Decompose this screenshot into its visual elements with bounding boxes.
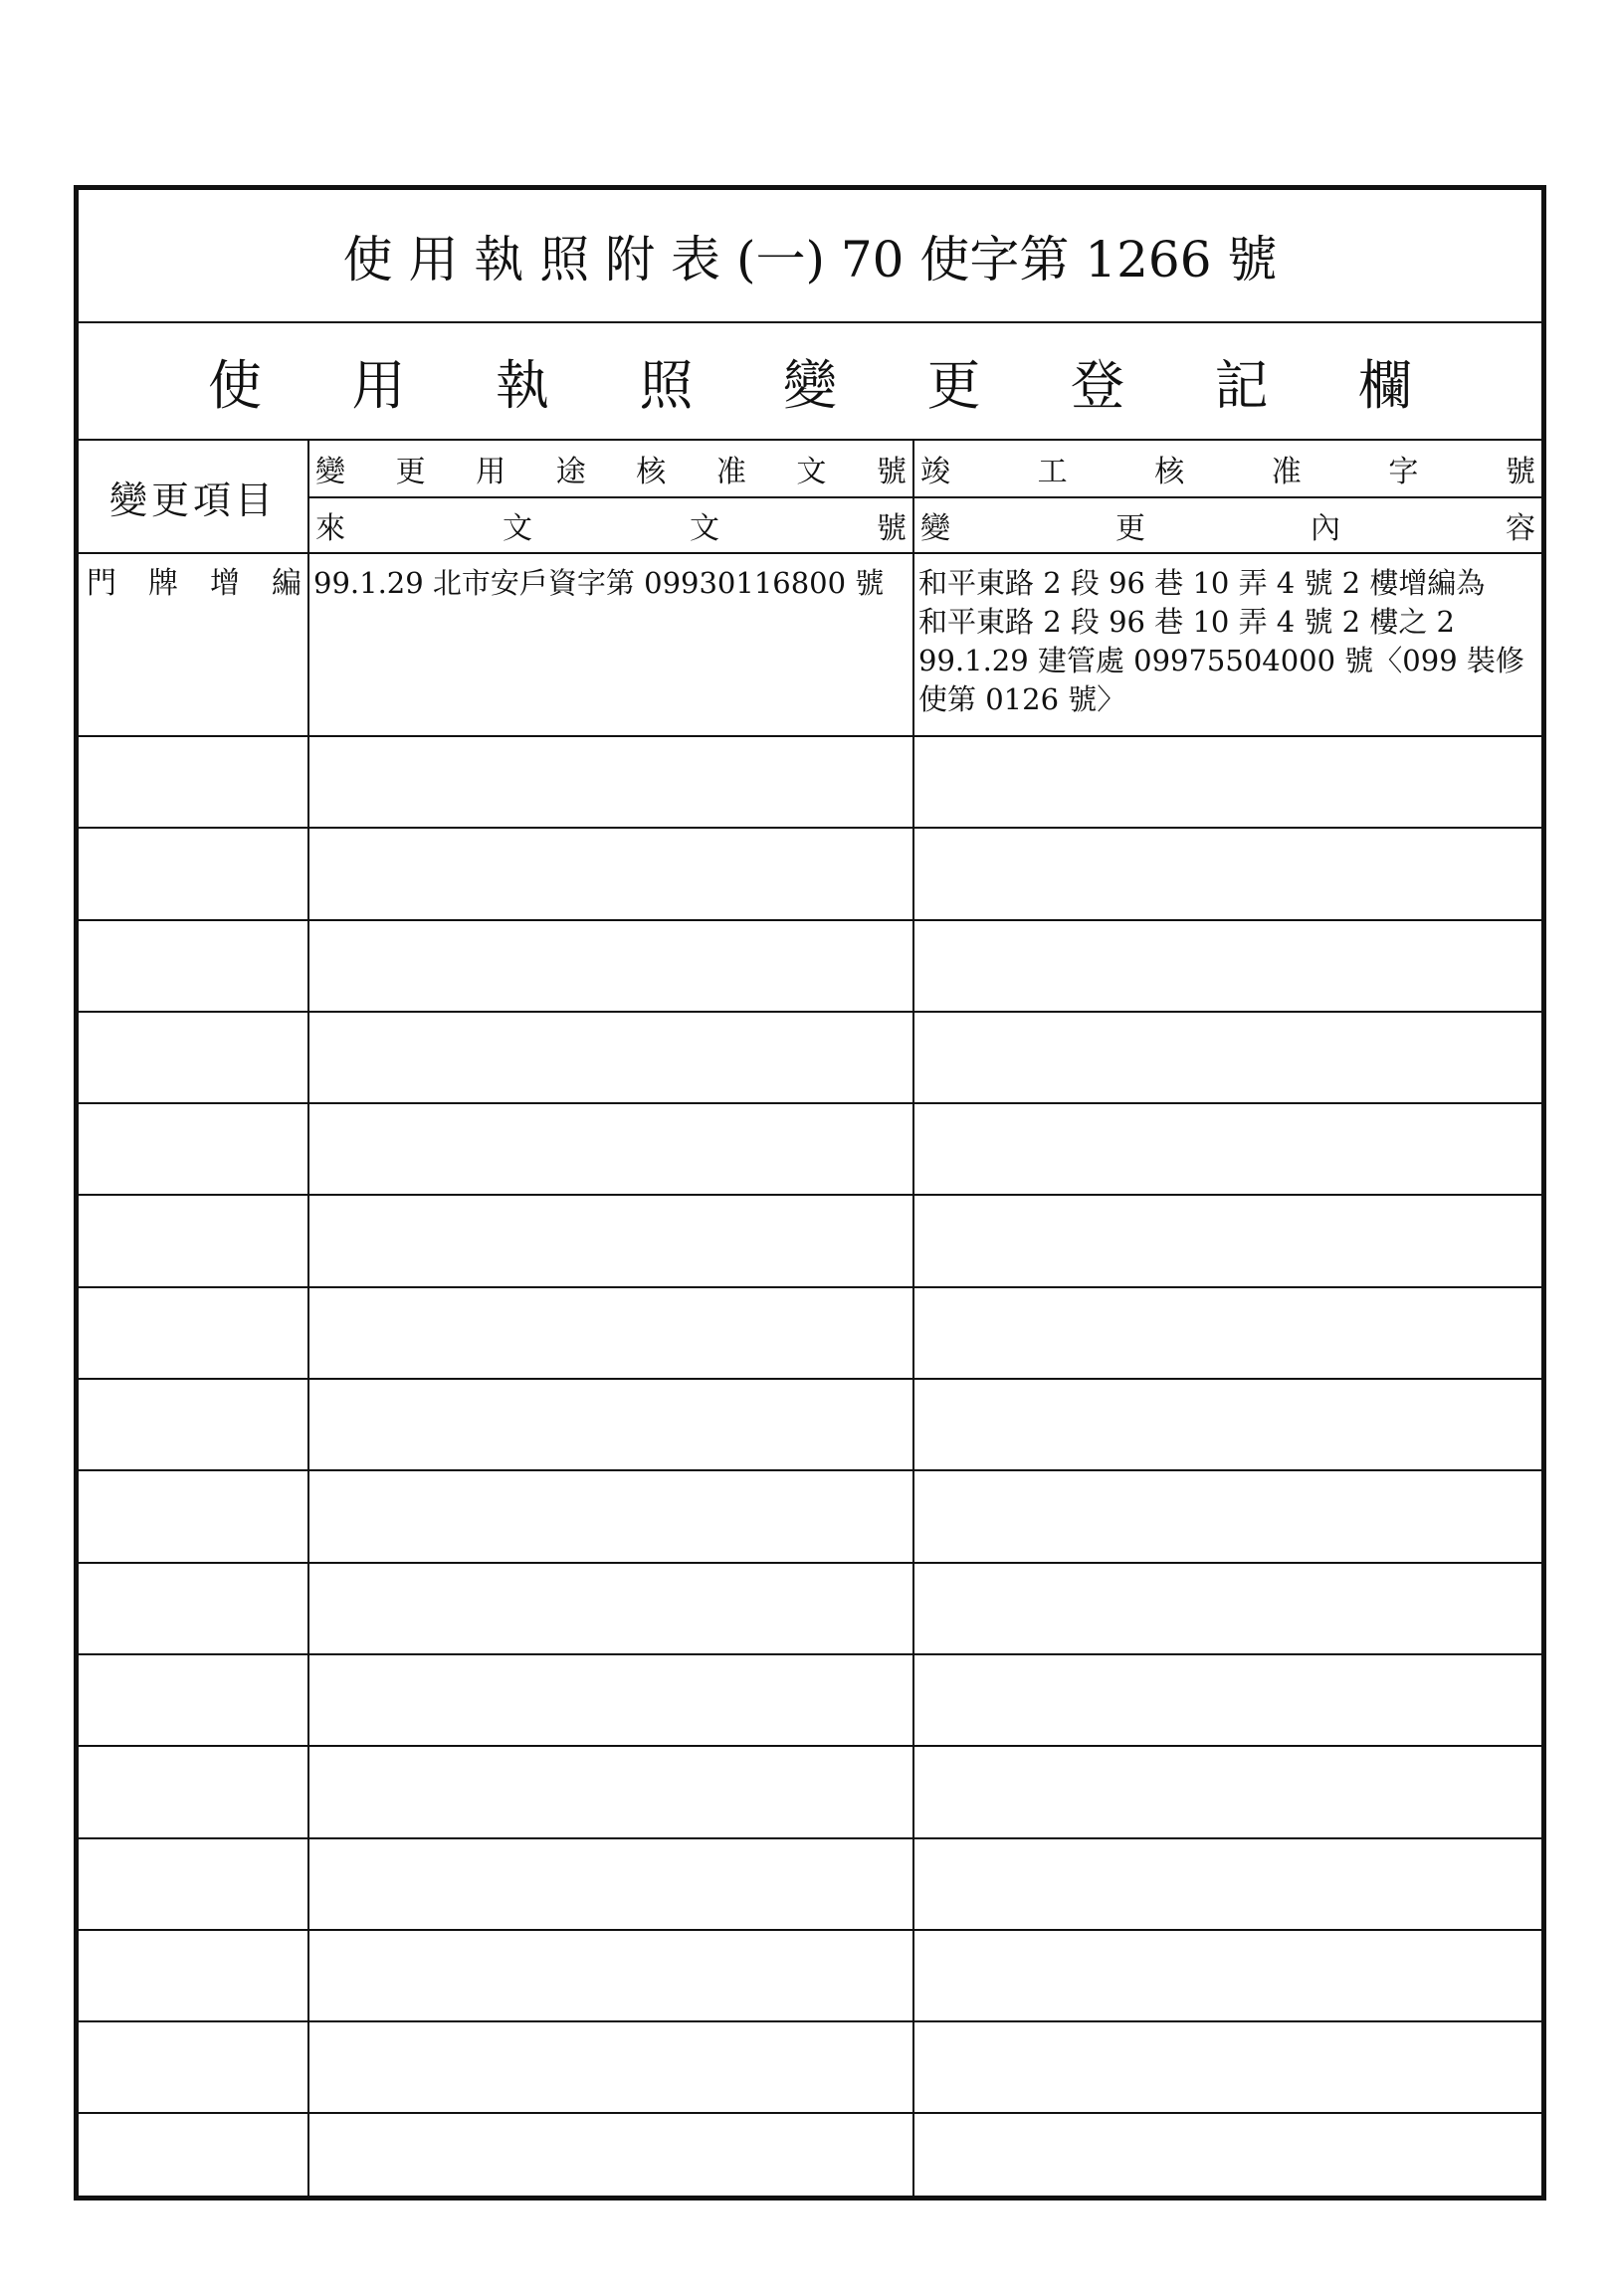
- content-line: 和平東路 2 段 96 巷 10 弄 4 號 2 樓增編為: [918, 566, 1486, 600]
- header-char: 內: [1311, 511, 1340, 546]
- header-char: 更: [1115, 511, 1145, 546]
- row-divider: [79, 827, 1541, 829]
- header-char: 准: [715, 455, 746, 489]
- change-register-table: [79, 441, 1541, 2196]
- section-title-char: 記: [1214, 353, 1269, 417]
- row-divider: [79, 1653, 1541, 1655]
- section-title-char: 變: [783, 353, 837, 417]
- header-bottom-line: [79, 552, 1541, 554]
- section-title: [79, 323, 1541, 441]
- row-item: [83, 564, 305, 603]
- content-line: 和平東路 2 段 96 巷 10 弄 4 號 2 樓之 2: [918, 605, 1456, 639]
- row-divider: [79, 1011, 1541, 1013]
- form-title-text: 使 用 執 照 附 表 (一) 70 使字第 1266 號: [342, 231, 1278, 288]
- content-line: 99.1.29 建管處 09975504000 號〈099 裝修: [918, 644, 1524, 677]
- header-char: 號: [876, 455, 907, 489]
- row-divider: [79, 1194, 1541, 1196]
- content-line: 使第 0126 號〉: [918, 682, 1126, 716]
- row-divider: [79, 1469, 1541, 1471]
- row-divider: [79, 919, 1541, 921]
- section-title-char: 使: [208, 353, 262, 417]
- header-char: 核: [636, 455, 667, 489]
- header-char: 准: [1271, 455, 1302, 489]
- row-item-char: 門: [87, 566, 116, 601]
- header-char: 更: [395, 455, 426, 489]
- row-divider: [79, 1929, 1541, 1931]
- header-char: 變: [315, 455, 345, 489]
- header-char: 字: [1388, 455, 1419, 489]
- header-char: 文: [503, 511, 532, 546]
- row-item-char: 增: [210, 566, 240, 601]
- form-title: [79, 190, 1541, 323]
- section-title-char: 照: [639, 353, 694, 417]
- header-change-content: [914, 498, 1541, 552]
- header-char: 工: [1037, 455, 1068, 489]
- header-char: 文: [690, 511, 719, 546]
- header-char: 核: [1154, 455, 1185, 489]
- section-title-char: 欄: [1358, 353, 1412, 417]
- header-completion-no: [914, 441, 1541, 496]
- section-title-char: 更: [926, 353, 981, 417]
- row-divider: [79, 2112, 1541, 2114]
- header-approval-doc-no: [309, 441, 912, 496]
- row-divider: [79, 1286, 1541, 1288]
- row-doc-no: 99.1.29 北市安戶資字第 09930116800 號: [313, 566, 885, 600]
- header-char: 變: [920, 511, 950, 546]
- row-change-content: [914, 564, 1541, 719]
- row-divider: [79, 2020, 1541, 2022]
- row-divider: [79, 1837, 1541, 1839]
- row-item-char: 編: [272, 566, 302, 601]
- section-title-char: 登: [1071, 353, 1124, 417]
- header-char: 用: [476, 455, 506, 489]
- row-divider: [79, 1378, 1541, 1380]
- permit-form: [74, 185, 1546, 2200]
- section-title-char: 用: [351, 353, 406, 417]
- row-divider: [79, 1102, 1541, 1104]
- header-char: 來: [315, 511, 345, 546]
- header-char: 竣: [920, 455, 950, 489]
- header-char: 容: [1506, 511, 1535, 546]
- row-item-char: 牌: [148, 566, 178, 601]
- column-divider: [307, 441, 309, 2196]
- section-title-char: 執: [496, 353, 549, 417]
- row-divider: [79, 735, 1541, 737]
- header-char: 文: [796, 455, 827, 489]
- header-char: 號: [1505, 455, 1535, 489]
- row-divider: [79, 1745, 1541, 1747]
- header-char: 號: [877, 511, 907, 546]
- header-change-item: 變更項目: [108, 478, 277, 522]
- header-char: 途: [555, 455, 586, 489]
- row-divider: [79, 1562, 1541, 1564]
- header-incoming-doc-no: [309, 498, 912, 552]
